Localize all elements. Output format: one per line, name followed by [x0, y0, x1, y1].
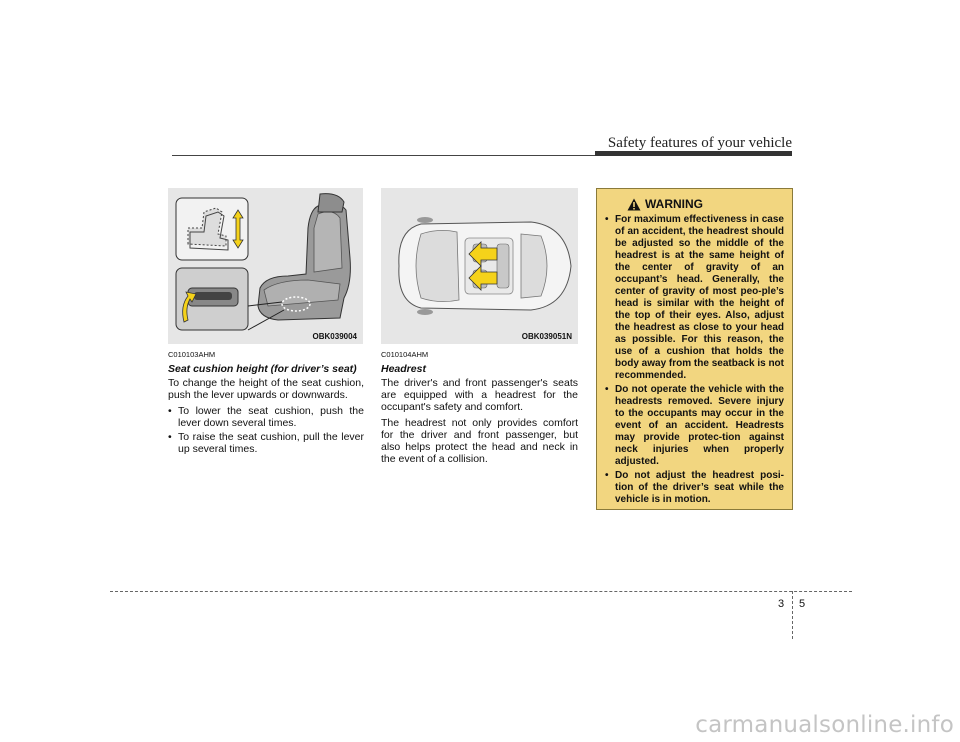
list-item: • To raise the seat cushion, pull the lever up several times.	[168, 431, 364, 455]
page-number: 5	[799, 598, 806, 610]
warning-box	[596, 188, 793, 510]
instruction-list	[168, 405, 364, 455]
figure-code: OBK039051N	[521, 332, 572, 341]
figure-code: OBK039004	[312, 332, 357, 341]
section-paragraph: The headrest not only provides comfort for the driver and front passenger, but also helps protect the head and neck in the event of a collision.	[381, 417, 578, 465]
warning-header	[627, 197, 784, 211]
warning-title: WARNING	[645, 197, 703, 211]
section-code: C010104AHM	[381, 350, 429, 359]
headrest-figure	[381, 188, 578, 344]
seat-cushion-section	[168, 349, 364, 457]
section-paragraph: The driver's and front passenger's seats are equipped with a headrest for the occupant's safety and comfort.	[381, 377, 578, 413]
list-item: • For maximum effectiveness in case of an accident, the headrest should be adjusted so the middle of the headrest is at the same height of the center of gravity of an occupant’s head. Generally, the center of gravity of most peo-ple’s head is similar with the height of the top of their eyes. Also, adjust the headrest as close to your head as possible. For this reason, the use of a cushion that holds the body away from the seatback is not recommended.	[605, 214, 784, 382]
watermark: carmanualsonline.info	[695, 712, 954, 738]
header-rule-accent	[595, 151, 792, 156]
warning-list	[605, 214, 784, 506]
chapter-number: 3	[778, 598, 785, 610]
page-header-title: Safety features of your vehicle	[607, 135, 792, 151]
list-item: • Do not operate the vehicle with the headrests removed. Severe injury to the occupants may occur in the event of an accident. Headrests may provide protec-tion against neck injuries when properly adjusted.	[605, 384, 784, 468]
seat-illustration	[168, 188, 363, 344]
car-topview-illustration	[381, 188, 578, 344]
section-heading: Seat cushion height (for driver’s seat)	[168, 363, 357, 375]
section-intro: To change the height of the seat cushion, push the lever upwards or downwards.	[168, 377, 364, 401]
section-code: C010103AHM	[168, 350, 216, 359]
footer-page-divider	[792, 591, 793, 639]
seat-height-figure	[168, 188, 363, 344]
list-item: • To lower the seat cushion, push the lever down several times.	[168, 405, 364, 429]
list-item: • Do not adjust the headrest posi-tion of the driver’s seat while the vehicle is in motion.	[605, 470, 784, 506]
footer-divider	[110, 591, 852, 592]
warning-triangle-icon	[627, 198, 641, 211]
section-heading: Headrest	[381, 363, 426, 375]
headrest-section	[381, 349, 578, 469]
